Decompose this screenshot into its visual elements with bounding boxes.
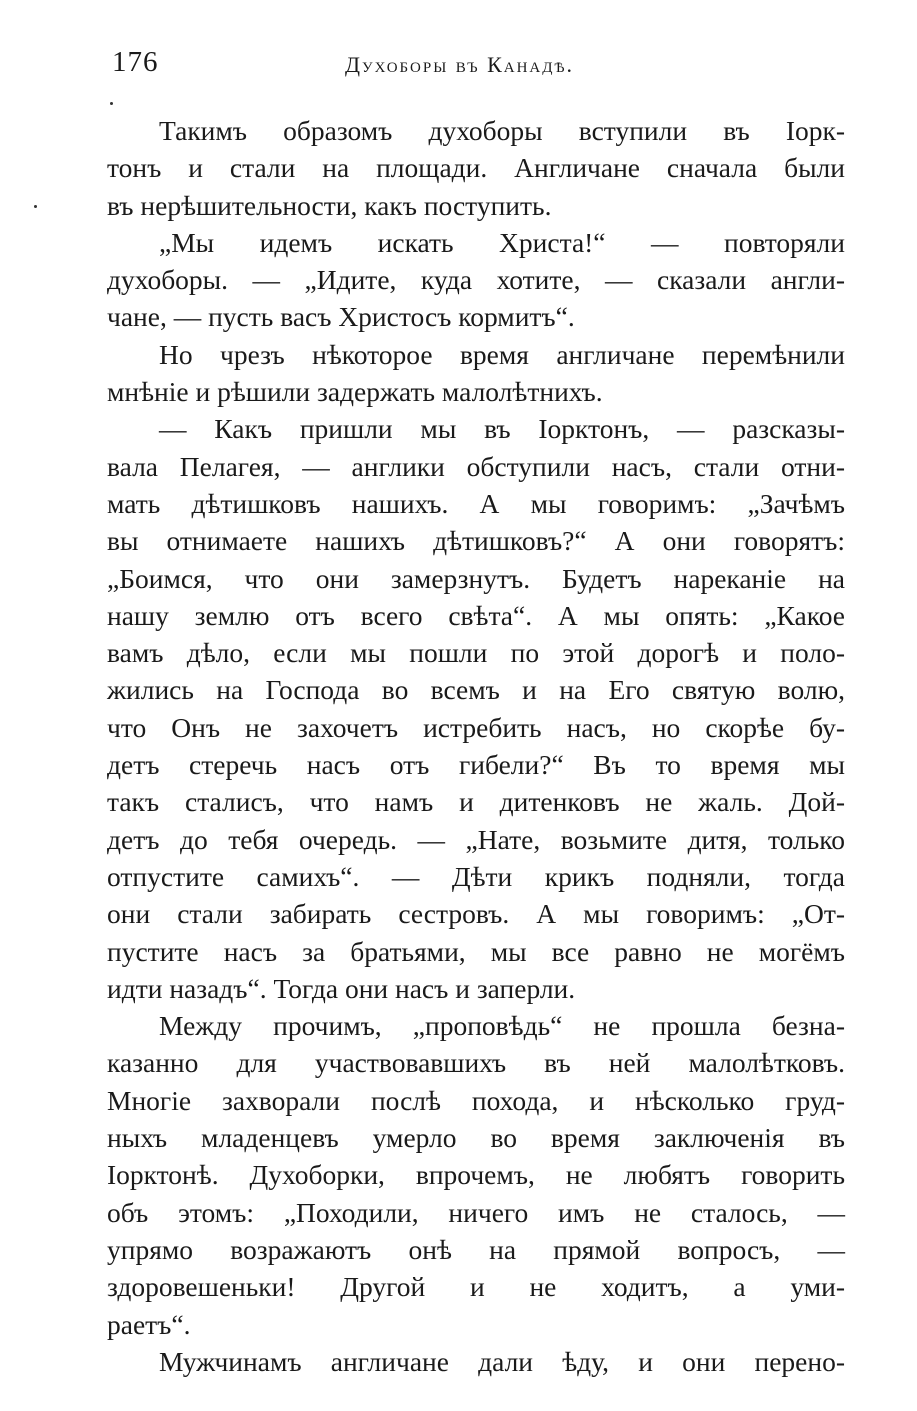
text-line: детъ стеречь насъ отъ гибели?“ Въ то время мы <box>107 749 845 781</box>
text-line: Такимъ образомъ духоборы вступили въ Іорк- <box>159 115 845 146</box>
text-line: объ этомъ: „Походили, ничего имъ не сталось, — <box>107 1196 845 1228</box>
margin-speck <box>34 205 37 208</box>
text-line: чане, — пусть васъ Христосъ кормитъ“. <box>107 301 575 333</box>
text-line: раетъ“. <box>107 1308 191 1340</box>
text-line: вы отнимаете нашихъ дѣтишковъ?“ А они говорятъ: <box>107 525 845 557</box>
text-line: — Какъ пришли мы въ Іорктонъ, — разсказы- <box>159 413 845 445</box>
text-line: жились на Господа во всемъ и на Его святую волю, <box>107 674 845 706</box>
text-line: мать дѣтишковъ нашихъ. А мы говоримъ: „Зачѣмъ <box>107 487 845 519</box>
text-line: духоборы. — „Идите, куда хотите, — сказали англи- <box>107 264 845 296</box>
text-line: Многіе захворали послѣ похода, и нѣсколько груд- <box>107 1084 845 1116</box>
text-line: „Боимся, что они замерзнутъ. Будетъ нареканіе на <box>107 562 845 594</box>
text-line: Но чрезъ нѣкоторое время англичане перемѣнили <box>159 338 845 370</box>
text-line: что Онъ не захочетъ истребить насъ, но скорѣе бу- <box>107 711 845 743</box>
text-line: нашу землю отъ всего свѣта“. А мы опять: „Какое <box>107 599 845 631</box>
text-line: Іорктонѣ. Духоборки, впрочемъ, не любятъ говорить <box>107 1159 845 1191</box>
body-text <box>107 112 845 1380</box>
text-line: упрямо возражаютъ онѣ на прямой вопросъ, — <box>107 1233 845 1265</box>
text-line: они стали забирать сестровъ. А мы говоримъ: „От- <box>107 898 845 930</box>
text-line: детъ до тебя очередь. — „Нате, возьмите дитя, только <box>107 823 845 855</box>
text-line: идти назадъ“. Тогда они насъ и заперли. <box>107 972 576 1004</box>
running-title: Духоборы въ Канадѣ. <box>345 52 575 77</box>
text-line: ныхъ младенцевъ умерло во время заключенія въ <box>107 1122 845 1154</box>
text-line: Мужчинамъ англичане дали ѣду, и они перено- <box>159 1345 845 1377</box>
text-line: пустите насъ за братьями, мы все равно не могёмъ <box>107 935 845 967</box>
text-line: въ нерѣшительности, какъ поступить. <box>107 189 552 221</box>
text-line: отпустите самихъ“. — Дѣти крикъ подняли, тогда <box>107 860 845 892</box>
margin-speck <box>110 102 113 105</box>
text-line: Между прочимъ, „проповѣдь“ не прошла безна- <box>159 1010 845 1042</box>
text-line: такъ сталисъ, что намъ и дитенковъ не жаль. Дой- <box>107 786 845 818</box>
text-line: вала Пелагея, — англики обступили насъ, стали отни- <box>107 450 845 482</box>
text-line: мнѣніе и рѣшили задержать малолѣтнихъ. <box>107 376 603 408</box>
text-line: казанно для участвовавшихъ въ ней малолѣтковъ. <box>107 1047 845 1079</box>
text-line: тонъ и стали на площади. Англичане сначала были <box>107 152 845 184</box>
page-header <box>0 46 917 86</box>
page-number: 176 <box>112 46 159 78</box>
text-line: „Мы идемъ искать Христа!“ — повторяли <box>159 226 845 258</box>
text-line: вамъ дѣло, если мы пошли по этой дорогѣ и поло- <box>107 637 845 669</box>
text-line: здоровешеньки! Другой и не ходитъ, а уми- <box>107 1271 845 1303</box>
